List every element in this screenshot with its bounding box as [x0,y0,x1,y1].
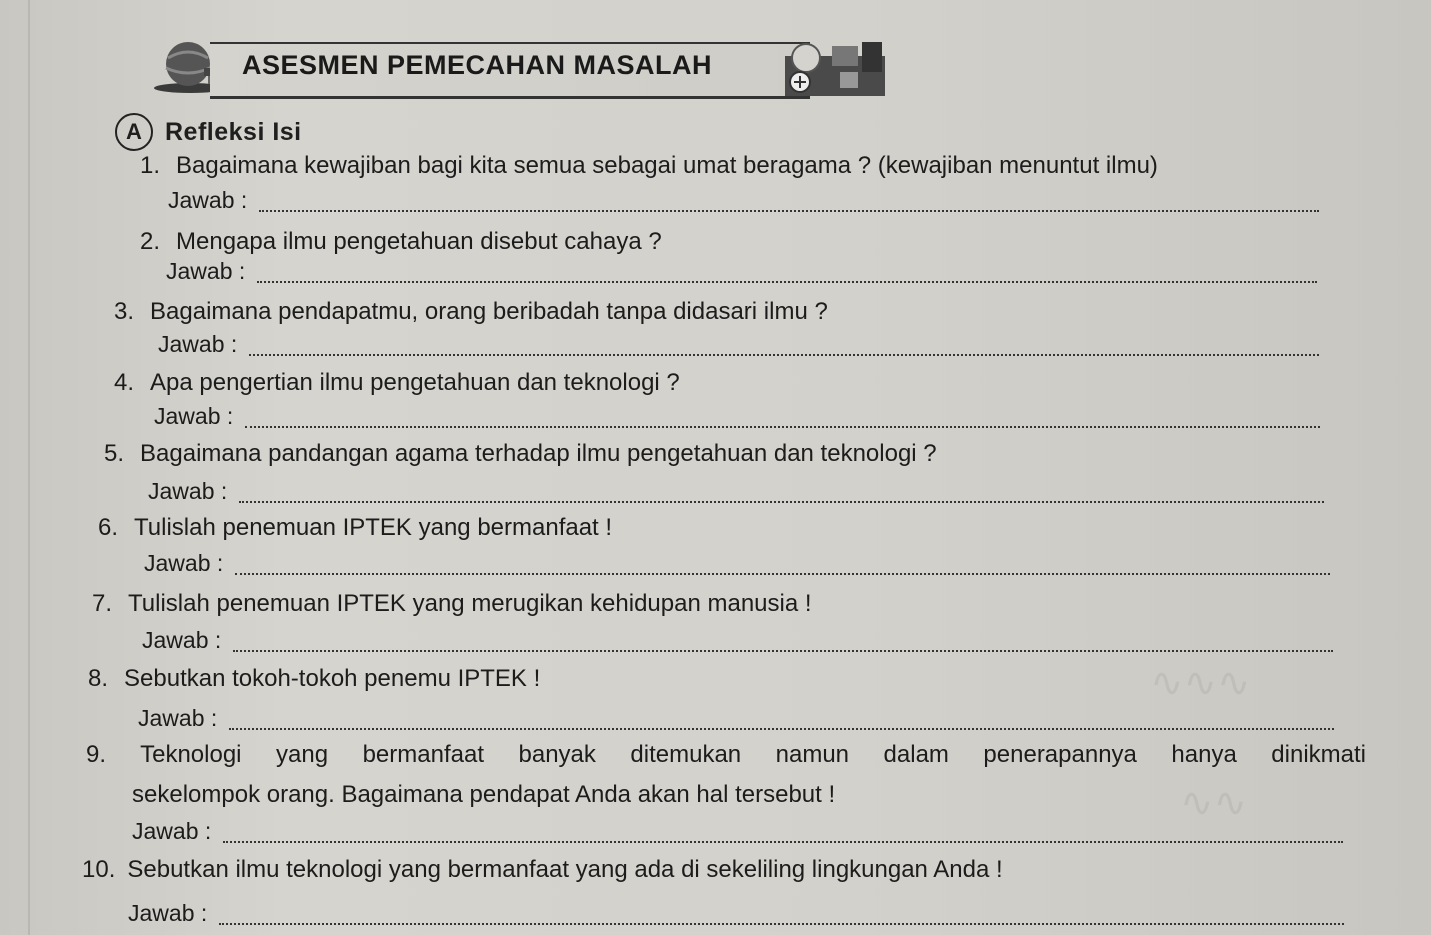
answer-label: Jawab : [168,187,248,213]
answer-dotted-line[interactable] [219,923,1344,925]
question-text: Sebutkan tokoh-tokoh penemu IPTEK ! [124,665,541,692]
answer-line-4[interactable] [154,403,1320,430]
section-letter-badge: A [115,113,153,151]
page-title: ASESMEN PEMECAHAN MASALAH [242,50,713,80]
question-3 [114,298,828,326]
question-number: 8. [88,665,109,692]
answer-label: Jawab : [128,900,208,926]
question-9-line-1 [86,735,1366,775]
question-text: Tulislah penemuan IPTEK yang merugikan kehidupan manusia ! [128,590,812,617]
question-number: 7. [92,590,113,617]
answer-line-8[interactable] [138,705,1334,732]
answer-dotted-line[interactable] [257,281,1317,283]
question-text: Bagaimana pendapatmu, orang beribadah tanpa didasari ilmu ? [150,298,828,325]
question-text: Tulislah penemuan IPTEK yang bermanfaat ! [134,514,613,541]
science-illustration-icon [770,38,885,96]
answer-label: Jawab : [144,550,224,576]
question-text: Mengapa ilmu pengetahuan disebut cahaya ? [176,228,662,255]
question-number: 5. [104,440,125,467]
question-number: 2. [140,228,161,255]
question-number: 4. [114,369,135,396]
question-9-line-2: sekelompok orang. Bagaimana pendapat Anda akan hal tersebut ! [132,781,836,808]
answer-line-7[interactable] [142,627,1333,654]
question-9 [86,735,1366,815]
answer-label: Jawab : [138,705,218,731]
question-number: 1. [140,152,161,179]
answer-label: Jawab : [154,403,234,429]
answer-label: Jawab : [148,478,228,504]
question-1 [140,152,1158,180]
question-7 [92,590,812,618]
answer-line-9[interactable] [132,818,1343,845]
answer-label: Jawab : [142,627,222,653]
answer-label: Jawab : [166,258,246,284]
show-through-mark: ∿∿ [1180,780,1248,826]
answer-label: Jawab : [132,818,212,844]
question-5 [104,440,937,468]
answer-line-3[interactable] [158,331,1319,358]
question-number: 3. [114,298,135,325]
question-4 [114,369,680,397]
page-fold-shadow [28,0,30,935]
section-title: Refleksi Isi [165,117,302,146]
section-header [115,113,302,151]
question-text: Teknologi yang bermanfaat banyak ditemukan namun dalam penerapannya hanya dinikmati [140,741,1367,768]
answer-dotted-line[interactable] [235,573,1330,575]
question-number: 9. [86,741,107,768]
question-text: Bagaimana pandangan agama terhadap ilmu pengetahuan dan teknologi ? [140,440,937,467]
answer-line-10[interactable] [128,900,1344,927]
answer-dotted-line[interactable] [223,841,1343,843]
question-number: 10. [82,856,116,883]
header-banner [150,38,885,96]
question-10 [82,856,1003,884]
answer-dotted-line[interactable] [259,210,1319,212]
answer-dotted-line[interactable] [233,650,1333,652]
answer-line-5[interactable] [148,478,1324,505]
answer-dotted-line[interactable] [249,354,1319,356]
question-text: Apa pengertian ilmu pengetahuan dan teknologi ? [150,369,680,396]
question-8 [88,665,540,693]
answer-line-1[interactable] [168,187,1319,214]
answer-line-6[interactable] [144,550,1330,577]
show-through-mark: ∿∿∿ [1150,660,1251,706]
answer-dotted-line[interactable] [239,501,1324,503]
question-text: Sebutkan ilmu teknologi yang bermanfaat yang ada di sekeliling lingkungan Anda ! [127,856,1003,883]
answer-dotted-line[interactable] [245,426,1320,428]
question-text: Bagaimana kewajiban bagi kita semua sebagai umat beragama ? (kewajiban menuntut ilmu) [176,152,1158,179]
question-2 [140,228,662,256]
answer-label: Jawab : [158,331,238,357]
question-6 [98,514,612,542]
question-number: 6. [98,514,119,541]
answer-dotted-line[interactable] [229,728,1334,730]
answer-line-2[interactable] [166,258,1317,285]
